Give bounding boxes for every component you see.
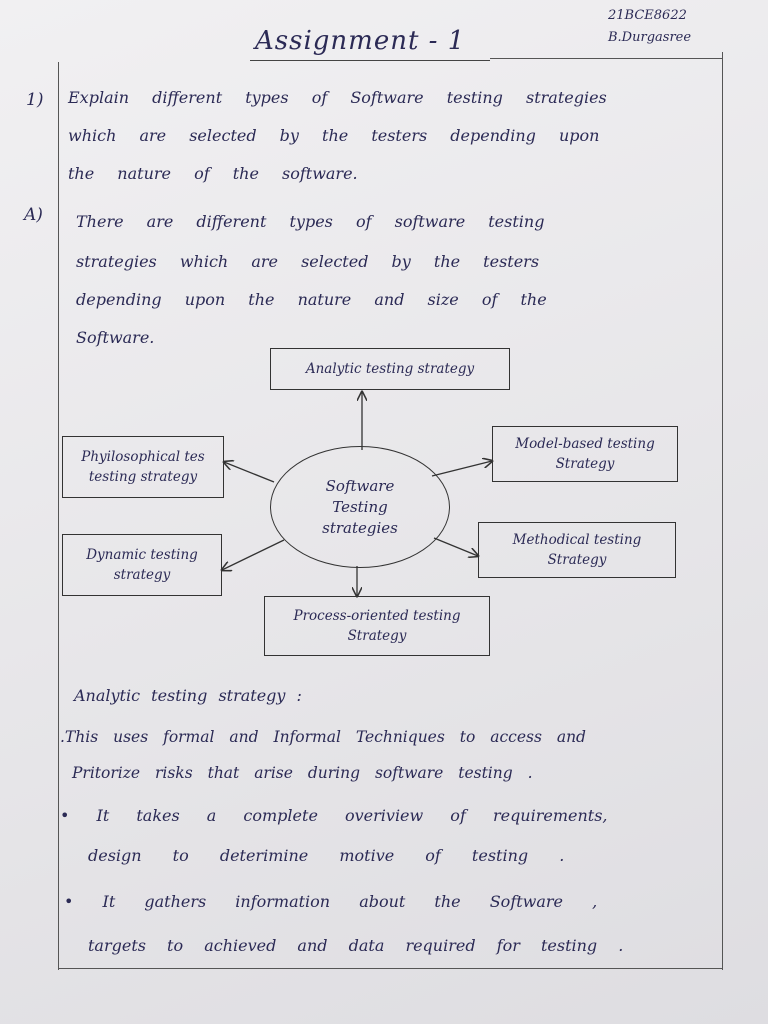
- answer-line: Software.: [76, 328, 155, 347]
- question-line: the nature of the software.: [68, 164, 358, 183]
- node-philosophical: [62, 436, 224, 498]
- page-title: Assignment - 1: [255, 26, 466, 56]
- student-name: B.Durgasree: [608, 30, 692, 45]
- node-dynamic-line: strategy: [113, 567, 171, 583]
- node-model-based: [492, 426, 678, 482]
- section-line: targets to achieved and data required for testing .: [88, 936, 624, 955]
- node-model-based-line: Strategy: [555, 456, 615, 472]
- answer-line: There are different types of software testing: [76, 212, 545, 231]
- section-line: Pritorize risks that arise during software testing .: [72, 764, 533, 782]
- center-line: strategies: [322, 518, 398, 537]
- arrow-to-dynamic: [222, 540, 284, 570]
- node-philosophical-line: testing strategy: [88, 469, 198, 485]
- node-center: [270, 446, 450, 568]
- node-analytic-label: Analytic testing strategy: [305, 361, 475, 377]
- node-methodical: [478, 522, 676, 578]
- section-line: .This uses formal and Informal Techniques to access and: [60, 728, 586, 746]
- node-methodical-line: Methodical testing: [512, 532, 642, 548]
- section-heading: Analytic testing strategy :: [74, 686, 302, 705]
- arrow-to-philosophical: [224, 462, 274, 482]
- node-analytic: [270, 348, 510, 390]
- node-process-oriented: [264, 596, 490, 656]
- center-line: Software: [325, 476, 395, 495]
- arrow-to-methodical: [434, 538, 478, 556]
- answer-line: depending upon the nature and size of the: [76, 290, 547, 309]
- section-line: • It gathers information about the Software ,: [64, 892, 598, 911]
- node-dynamic-line: Dynamic testing: [86, 547, 198, 563]
- node-process-oriented-line: Strategy: [347, 628, 407, 644]
- node-philosophical-line: Phyilosophical tes: [81, 449, 205, 465]
- center-line: Testing: [332, 497, 388, 516]
- question-line: Explain different types of Software testing strategies: [68, 88, 607, 107]
- arrow-to-model-based: [432, 461, 492, 476]
- node-model-based-line: Model-based testing: [515, 436, 655, 452]
- answer-number: A): [24, 205, 43, 225]
- node-process-oriented-line: Process-oriented testing: [293, 608, 461, 624]
- roll-number: 21BCE8622: [608, 8, 687, 23]
- question-line: which are selected by the testers depending upon: [68, 126, 600, 145]
- node-dynamic: [62, 534, 222, 596]
- node-methodical-line: Strategy: [547, 552, 607, 568]
- section-line: • It takes a complete overiview of requirements,: [60, 806, 608, 825]
- section-line: design to deterimine motive of testing .: [88, 846, 565, 865]
- question-number: 1): [26, 90, 44, 110]
- answer-line: strategies which are selected by the testers: [76, 252, 540, 271]
